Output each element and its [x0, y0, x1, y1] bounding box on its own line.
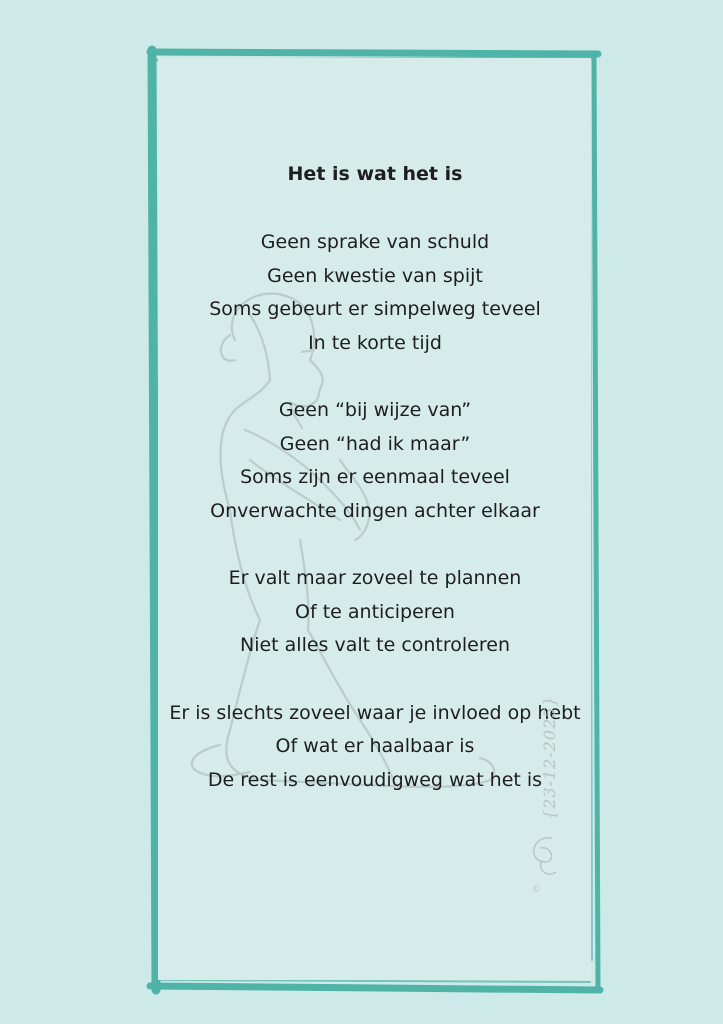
stanza-3 — [160, 562, 590, 663]
poem-line: Niet alles valt te controleren — [239, 634, 510, 656]
poem-line: Geen sprake van schuld — [260, 231, 490, 253]
poem-line: De rest is eenvoudigweg wat het is — [207, 768, 543, 791]
poem-line: Geen “bij wijze van” — [278, 399, 472, 421]
poem-line: Soms gebeurt er simpelweg teveel — [209, 298, 541, 320]
poem-line: Geen kwestie van spijt — [267, 264, 483, 287]
poem-line: Er valt maar zoveel te plannen — [228, 567, 522, 589]
copyright-symbol: © — [532, 885, 541, 895]
poem-line: Er is slechts zoveel waar je invloed op hebt — [169, 701, 581, 724]
poem-line: Of te anticiperen — [295, 600, 455, 623]
poem-line: In te korte tijd — [308, 331, 442, 354]
stanza-2 — [160, 394, 590, 528]
poem-line: Soms zijn er eenmaal teveel — [240, 466, 510, 488]
author-signature — [512, 695, 572, 910]
stanza-1 — [160, 226, 590, 360]
signature-date: {23-12-2025} — [540, 695, 559, 820]
monogram-icon — [522, 830, 562, 880]
poem-line: Geen “had ik maar” — [279, 432, 471, 455]
poem-title: Het is wat het is — [287, 163, 463, 185]
poem-line: Of wat er haalbaar is — [275, 735, 475, 757]
poem-line: Onverwachte dingen achter elkaar — [210, 499, 540, 522]
